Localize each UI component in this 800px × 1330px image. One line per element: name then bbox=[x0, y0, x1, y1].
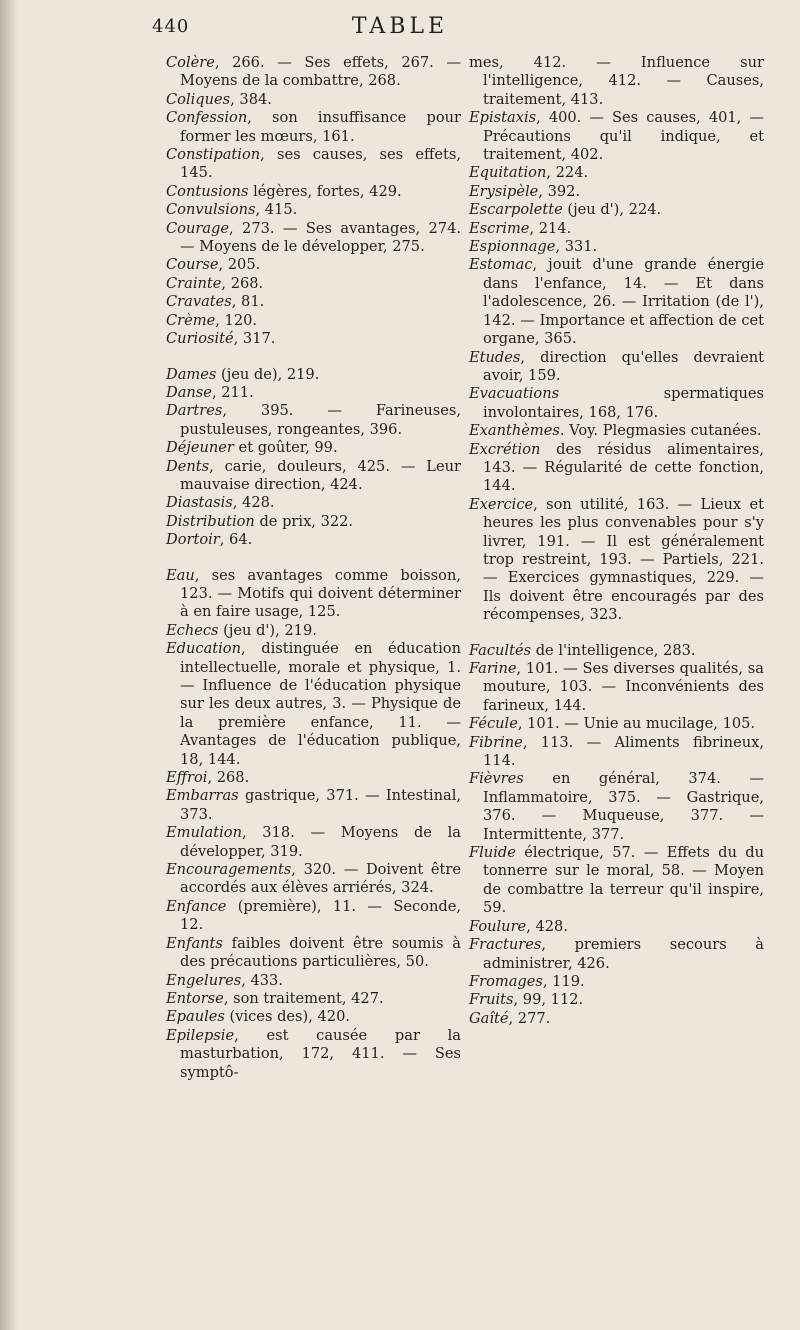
index-entry bbox=[166, 402, 461, 439]
index-references: , 113. — Aliments fibrineux, 114. bbox=[483, 733, 764, 770]
index-entry bbox=[469, 201, 764, 219]
index-references: , 268. bbox=[221, 274, 264, 292]
index-references: , 224. bbox=[546, 164, 589, 182]
index-entry bbox=[469, 220, 764, 238]
index-references: , 273. — Ses avantages, 274. — Moyens de le développer, 275. bbox=[180, 219, 461, 256]
index-entry bbox=[166, 622, 461, 640]
page-binding-shadow bbox=[0, 0, 18, 1330]
index-references: , ses causes, ses effets, 145. bbox=[180, 146, 461, 182]
index-entry bbox=[469, 441, 764, 496]
index-references: , son insuffisance pour former les mœurs, 161. bbox=[180, 109, 461, 145]
index-references: (jeu d'), 219. bbox=[218, 621, 317, 639]
index-references: , 214. bbox=[529, 219, 572, 237]
index-entry bbox=[469, 349, 764, 386]
index-references: , 395. — Farineuses, pustuleuses, rongeantes, 396. bbox=[180, 402, 461, 438]
index-entry bbox=[166, 366, 461, 384]
index-entry bbox=[166, 990, 461, 1008]
index-term: Exercice bbox=[469, 495, 534, 513]
index-entry bbox=[166, 293, 461, 311]
index-term: Entorse bbox=[166, 989, 224, 1007]
index-references: , 428. bbox=[232, 494, 275, 512]
index-entry bbox=[469, 660, 764, 715]
index-references: , 211. bbox=[211, 383, 254, 401]
index-term: Echecs bbox=[166, 621, 219, 639]
index-references: , 101. — Ses diverses qualités, sa mouture, 103. — Inconvénients des farineux, 144. bbox=[483, 660, 764, 714]
index-references: faibles doivent être soumis à des précautions particulières, 50. bbox=[180, 934, 461, 971]
index-entry bbox=[166, 513, 461, 531]
index-term: Distribution bbox=[166, 512, 255, 530]
index-term: Farine bbox=[469, 660, 517, 677]
index-term: Course bbox=[166, 256, 219, 274]
index-term: Coliques bbox=[166, 90, 231, 108]
index-term: Erysipèle bbox=[469, 182, 539, 200]
index-references: , 266. — Ses effets, 267. — Moyens de la combattre, 268. bbox=[180, 54, 461, 90]
index-term: Eau bbox=[166, 566, 195, 584]
index-entry bbox=[166, 861, 461, 898]
index-term: Escarpolette bbox=[469, 201, 563, 219]
index-entry bbox=[166, 972, 461, 990]
index-entry bbox=[166, 183, 461, 201]
index-term: Embarras bbox=[166, 787, 239, 805]
index-references: , premiers secours à administrer, 426. bbox=[483, 936, 764, 972]
index-references: , son traitement, 427. bbox=[223, 989, 384, 1007]
index-references: , 415. bbox=[255, 201, 298, 219]
index-references: , distinguée en éducation intellectuelle, morale et physique, 1. — Influence de l'éducation physique sur les deux autres, 3. — Physique de la première enfance, 11. — Avantages de l'éducation publique, 18, 144. bbox=[180, 640, 461, 768]
index-entry bbox=[166, 91, 461, 109]
index-entry bbox=[166, 439, 461, 457]
index-entry bbox=[469, 770, 764, 844]
index-references: . Voy. Plegmasies cutanées. bbox=[559, 422, 762, 440]
index-references: , jouit d'une grande énergie dans l'enfance, 14. — Et dans l'adolescence, 26. — Irritation (de l'), 142. — Importance et affection de cet organe, 365. bbox=[483, 256, 764, 348]
index-references: , est causée par la masturbation, 172, 411. — Ses symptô- bbox=[180, 1026, 461, 1081]
index-entry bbox=[469, 1010, 764, 1028]
index-references: , carie, douleurs, 425. — Leur mauvaise direction, 424. bbox=[180, 457, 461, 493]
index-entry bbox=[166, 275, 461, 293]
page-number: 440 bbox=[152, 16, 190, 37]
index-term: Equitation bbox=[469, 164, 547, 182]
index-references: , 120. bbox=[215, 311, 258, 329]
index-entry bbox=[469, 256, 764, 348]
index-references: , 320. — Doivent être accordés aux élèves arriérés, 324. bbox=[180, 861, 461, 897]
index-references: en général, 374. — Inflammatoire, 375. — Gastrique, 376. — Muqueuse, 377. — Intermittente, 377. bbox=[483, 770, 764, 843]
index-references: , 317. bbox=[233, 330, 276, 348]
index-entry bbox=[469, 844, 764, 918]
index-term: Confession bbox=[166, 109, 248, 127]
index-term: Colère bbox=[166, 54, 215, 71]
index-references: , 64. bbox=[219, 531, 253, 549]
index-term: Contusions bbox=[166, 182, 249, 200]
index-term: Epaules bbox=[166, 1008, 225, 1026]
index-references: spermatiques involontaires, 168, 176. bbox=[483, 385, 764, 421]
index-references: , 433. bbox=[241, 971, 283, 989]
index-term: Evacuations bbox=[469, 385, 560, 403]
index-term: Encouragements bbox=[166, 861, 292, 879]
index-references: (première), 11. — Seconde, 12. bbox=[180, 897, 461, 934]
index-references: (jeu d'), 224. bbox=[562, 201, 662, 219]
index-term: Exanthèmes bbox=[469, 422, 560, 440]
index-entry bbox=[166, 384, 461, 402]
index-references: , 81. bbox=[231, 293, 265, 311]
index-references: , 318. — Moyens de la développer, 319. bbox=[180, 824, 461, 860]
index-references: , 400. — Ses causes, 401, — Précautions qu'il indique, et traitement, 402. bbox=[483, 109, 764, 164]
index-term: Fromages bbox=[469, 972, 543, 990]
index-term: Dortoir bbox=[166, 531, 220, 549]
index-references: , 268. bbox=[207, 769, 250, 787]
index-references: (jeu de), 219. bbox=[216, 365, 320, 383]
running-title: TABLE bbox=[351, 14, 449, 39]
index-entry bbox=[166, 1008, 461, 1026]
index-term: Enfants bbox=[166, 934, 223, 952]
index-term: Fractures bbox=[469, 936, 542, 954]
index-entry bbox=[469, 973, 764, 991]
index-references: , direction qu'elles devraient avoir, 159. bbox=[483, 348, 764, 384]
index-entry bbox=[166, 109, 461, 146]
index-entry bbox=[166, 898, 461, 935]
index-term: Espionnage bbox=[469, 238, 556, 256]
index-column-left bbox=[166, 54, 461, 1082]
index-column-right bbox=[469, 54, 764, 1028]
index-entry bbox=[469, 496, 764, 625]
index-references: , 384. bbox=[230, 90, 272, 108]
index-references: , 101. — Unie au mucilage, 105. bbox=[517, 715, 756, 733]
index-term: Fibrine bbox=[469, 733, 523, 751]
index-entry bbox=[469, 54, 764, 109]
index-term: Gaîté bbox=[469, 1009, 509, 1027]
index-term: Effroi bbox=[166, 769, 208, 787]
index-references: , 99, 112. bbox=[513, 991, 584, 1009]
index-term: Crème bbox=[166, 311, 216, 329]
index-references: , son utilité, 163. — Lieux et heures les plus convenables pour s'y livrer, 191. — Il est généralement trop restreint, 193. — Partiels, 221. — Exercices gymnastiques, 229. — Ils doivent être encouragés par des récompenses, 323. bbox=[483, 495, 764, 624]
index-entry bbox=[166, 54, 461, 91]
index-entry bbox=[166, 330, 461, 348]
index-entry bbox=[166, 640, 461, 769]
index-term: Fièvres bbox=[469, 770, 524, 788]
index-term: Curiosité bbox=[166, 330, 234, 348]
index-entry bbox=[469, 734, 764, 771]
index-term: Crainte bbox=[166, 274, 222, 292]
index-entry bbox=[166, 312, 461, 330]
index-term: Enfance bbox=[166, 897, 227, 915]
index-term: Escrime bbox=[469, 219, 530, 237]
index-entry bbox=[166, 531, 461, 549]
index-entry bbox=[469, 422, 764, 440]
index-entry bbox=[166, 494, 461, 512]
index-term: Etudes bbox=[469, 348, 521, 366]
index-references: , 205. bbox=[218, 256, 261, 274]
index-entry bbox=[166, 935, 461, 972]
index-term: Emulation bbox=[166, 824, 242, 842]
index-entry bbox=[469, 642, 764, 660]
index-term: Cravates bbox=[166, 293, 232, 311]
index-entry bbox=[469, 385, 764, 422]
index-entry bbox=[469, 715, 764, 733]
index-term: Danse bbox=[166, 383, 212, 401]
index-entry bbox=[166, 787, 461, 824]
index-term: Foulure bbox=[469, 917, 527, 935]
index-term: Excrétion bbox=[469, 440, 541, 458]
index-term: Déjeuner bbox=[166, 439, 234, 457]
index-references: de prix, 322. bbox=[254, 512, 354, 530]
index-references: des résidus alimentaires, 143. — Régularité de cette fonction, 144. bbox=[483, 440, 764, 495]
index-references: (vices des), 420. bbox=[224, 1008, 351, 1026]
index-term: Fluide bbox=[469, 844, 516, 862]
index-references: et goûter, 99. bbox=[233, 439, 338, 457]
index-references: , 277. bbox=[508, 1009, 551, 1027]
index-references: , 119. bbox=[542, 972, 585, 990]
index-entry bbox=[166, 1027, 461, 1082]
index-term: Epilepsie bbox=[166, 1026, 235, 1044]
index-term: Education bbox=[166, 640, 241, 658]
index-references: , 428. bbox=[526, 917, 568, 935]
index-entry bbox=[469, 164, 764, 182]
index-entry bbox=[469, 918, 764, 936]
index-references: , 392. bbox=[538, 182, 581, 200]
index-entry bbox=[166, 769, 461, 787]
index-entry bbox=[166, 256, 461, 274]
index-term: Dents bbox=[166, 457, 210, 475]
index-references: , 331. bbox=[555, 238, 598, 256]
index-entry bbox=[166, 146, 461, 183]
index-entry bbox=[469, 936, 764, 973]
index-term: Courage bbox=[166, 219, 230, 237]
index-term: Facultés bbox=[469, 641, 532, 659]
index-references: légères, fortes, 429. bbox=[248, 182, 402, 200]
index-term: Estomac bbox=[469, 256, 533, 274]
page-header bbox=[0, 14, 800, 44]
index-entry bbox=[469, 238, 764, 256]
index-term: Fruits bbox=[469, 991, 514, 1009]
index-term: Epistaxis bbox=[469, 109, 537, 127]
index-entry bbox=[469, 109, 764, 164]
index-references: , ses avantages comme boisson, 123. — Motifs qui doivent déterminer à en faire usage, 125. bbox=[180, 566, 461, 621]
index-entry bbox=[166, 220, 461, 257]
index-references: mes, 412. — Influence sur l'intelligence, 412. — Causes, traitement, 413. bbox=[469, 54, 764, 108]
index-references: de l'intelligence, 283. bbox=[531, 641, 696, 659]
index-term: Constipation bbox=[166, 146, 261, 164]
index-term: Dartres bbox=[166, 402, 223, 420]
index-references: gastrique, 371. — Intestinal, 373. bbox=[180, 787, 461, 823]
index-references: électrique, 57. — Effets du du tonnerre sur le moral, 58. — Moyen de combattre la terreur qu'il inspire, 59. bbox=[483, 844, 764, 917]
index-term: Dames bbox=[166, 365, 217, 383]
index-term: Fécule bbox=[469, 715, 518, 733]
index-entry bbox=[469, 991, 764, 1009]
index-entry bbox=[166, 458, 461, 495]
index-entry bbox=[469, 183, 764, 201]
index-term: Convulsions bbox=[166, 201, 256, 219]
index-term: Diastasis bbox=[166, 494, 233, 512]
index-entry bbox=[166, 567, 461, 622]
index-term: Engelures bbox=[166, 971, 242, 989]
index-entry bbox=[166, 824, 461, 861]
index-entry bbox=[166, 201, 461, 219]
